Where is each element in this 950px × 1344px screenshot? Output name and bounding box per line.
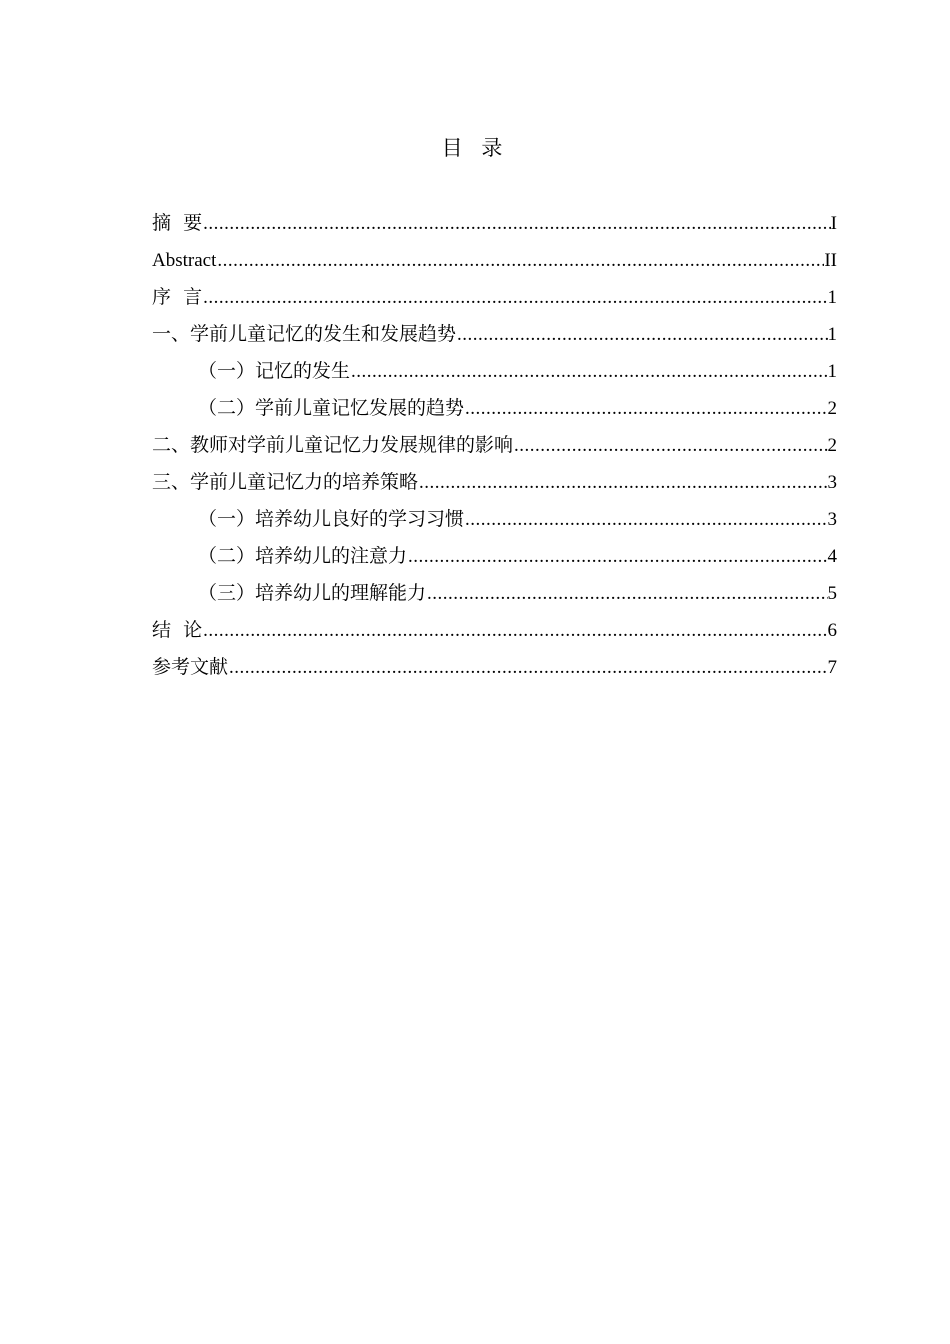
toc-entry-section-1[interactable] (152, 316, 837, 353)
toc-entry-label: （三）培养幼儿的理解能力 (198, 582, 427, 604)
toc-dot-leader (202, 279, 827, 316)
toc-dot-leader (350, 353, 827, 390)
toc-dot-leader (513, 427, 827, 464)
toc-entry-page: 1 (827, 287, 837, 308)
toc-entry-section-2[interactable] (152, 427, 837, 464)
toc-entry-abstract-en[interactable] (152, 242, 837, 279)
toc-entry-preface[interactable] (152, 279, 837, 316)
toc-entry-references[interactable] (152, 649, 837, 686)
toc-entry-label: 参考文献 (152, 656, 229, 678)
toc-entry-page: 3 (827, 509, 837, 530)
toc-entry-section-1-1[interactable] (152, 353, 837, 390)
toc-dot-leader (418, 464, 827, 501)
toc-dot-leader (426, 575, 827, 612)
toc-entry-page: 4 (827, 546, 837, 567)
toc-entry-conclusion[interactable] (152, 612, 837, 649)
toc-dot-leader (202, 205, 831, 242)
toc-entry-label: Abstract (152, 250, 217, 271)
toc-entry-page: 6 (827, 620, 837, 641)
toc-entry-label: 序 言 (152, 286, 203, 308)
toc-entry-label: （二）培养幼儿的注意力 (198, 545, 408, 567)
toc-dot-leader (464, 501, 827, 538)
toc-entry-label: 摘 要 (152, 212, 203, 234)
toc-entry-section-3-3[interactable] (152, 575, 837, 612)
toc-entry-section-1-2[interactable] (152, 390, 837, 427)
toc-entry-section-3[interactable] (152, 464, 837, 501)
toc-dot-leader (228, 649, 827, 686)
toc-entry-label: （一）记忆的发生 (198, 360, 351, 382)
toc-dot-leader (202, 612, 827, 649)
toc-entry-abstract-cn[interactable] (152, 205, 837, 242)
toc-entry-label: 一、学前儿童记忆的发生和发展趋势 (152, 323, 457, 345)
toc-entry-section-3-1[interactable] (152, 501, 837, 538)
toc-entry-label: （二）学前儿童记忆发展的趋势 (198, 397, 465, 419)
toc-dot-leader (464, 390, 827, 427)
toc-entry-label: 三、学前儿童记忆力的培养策略 (152, 471, 419, 493)
toc-dot-leader (216, 242, 824, 279)
toc-entry-section-3-2[interactable] (152, 538, 837, 575)
toc-entry-label: 二、教师对学前儿童记忆力发展规律的影响 (152, 434, 514, 456)
toc-entry-label: 结 论 (152, 619, 203, 641)
table-of-contents (152, 205, 837, 686)
toc-entry-label: （一）培养幼儿良好的学习习惯 (198, 508, 465, 530)
toc-dot-leader (407, 538, 827, 575)
toc-entry-page: 2 (827, 435, 837, 456)
toc-entry-page: 1 (827, 361, 837, 382)
toc-entry-page: 7 (827, 657, 837, 678)
toc-entry-page: II (824, 250, 837, 271)
toc-dot-leader (456, 316, 827, 353)
toc-entry-page: 1 (827, 324, 837, 345)
toc-entry-page: 2 (827, 398, 837, 419)
toc-entry-page: I (830, 213, 837, 234)
toc-title: 目 录 (441, 136, 509, 160)
toc-entry-page: 5 (827, 583, 837, 604)
toc-entry-page: 3 (827, 472, 837, 493)
